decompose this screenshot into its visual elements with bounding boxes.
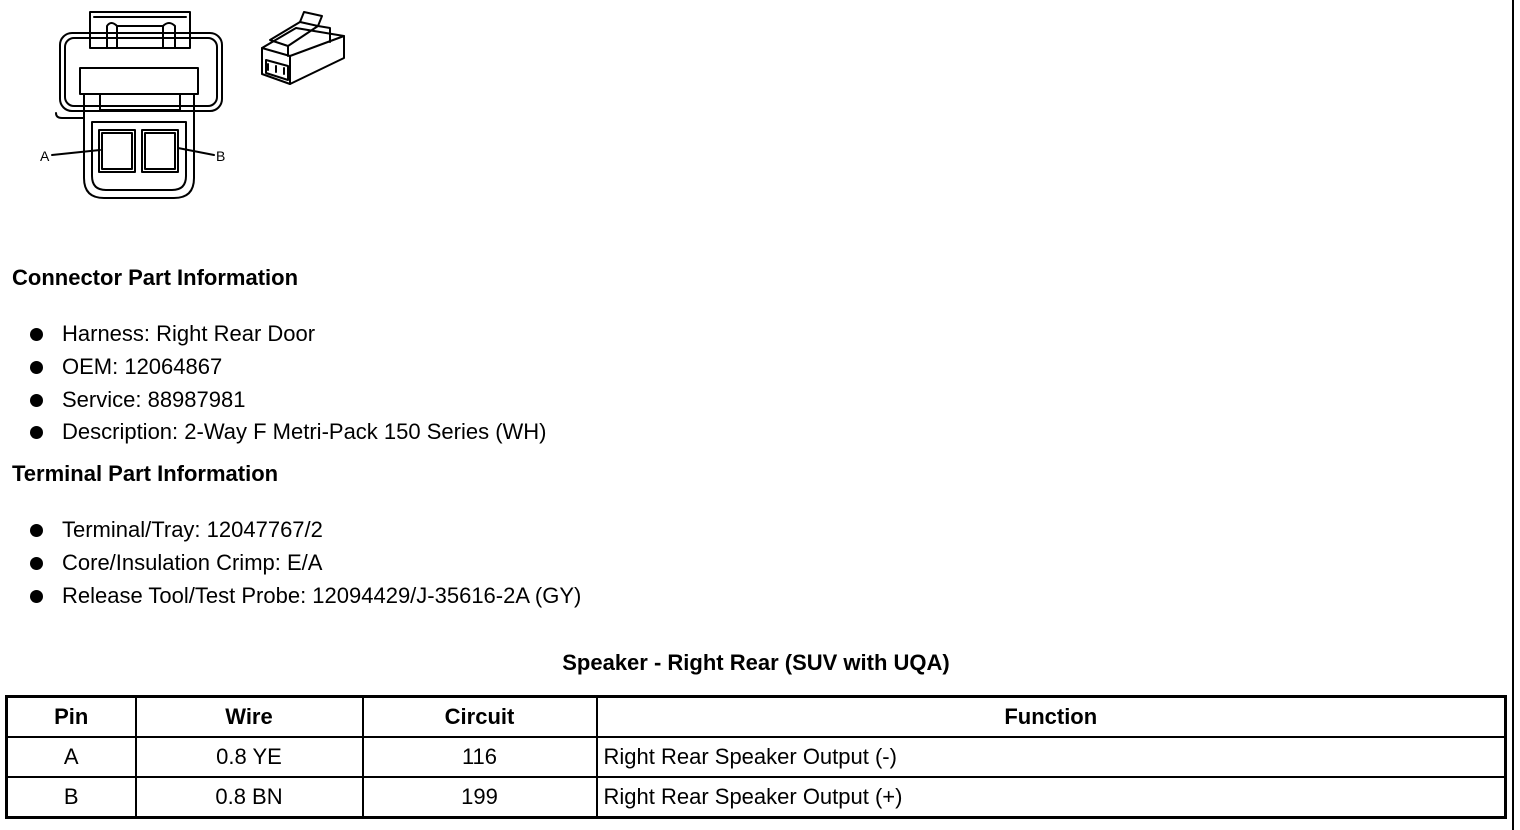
cell-circuit: 116 — [363, 737, 597, 777]
table-row — [7, 777, 1506, 818]
list-item — [28, 351, 547, 384]
connector-harness: Harness: Right Rear Door — [62, 321, 316, 346]
column-header-wire: Wire — [136, 697, 363, 738]
bullet-icon — [30, 328, 43, 341]
pin-table-title: Speaker - Right Rear (SUV with UQA) — [562, 650, 950, 675]
connector-face-view — [52, 12, 222, 198]
bullet-icon — [30, 394, 43, 407]
connector-info-heading: Connector Part Information — [12, 265, 299, 290]
connector-description: Description: 2-Way F Metri-Pack 150 Series (WH) — [62, 419, 547, 445]
bullet-icon — [30, 590, 43, 603]
table-header-row — [7, 697, 1506, 738]
terminal-tray: Terminal/Tray: 12047767/2 — [62, 517, 323, 542]
list-item — [28, 580, 581, 613]
cell-wire: 0.8 YE — [136, 737, 363, 777]
list-item — [28, 514, 581, 547]
connector-oem: OEM: 12064867 — [62, 353, 223, 379]
cell-function: Right Rear Speaker Output (-) — [597, 737, 1506, 777]
terminal-release-tool: Release Tool/Test Probe: 12094429/J-35616-2A (GY) — [62, 582, 582, 608]
terminal-info-heading: Terminal Part Information — [12, 461, 279, 486]
terminal-crimp: Core/Insulation Crimp: E/A — [62, 549, 323, 575]
list-item — [28, 416, 547, 449]
connector-service: Service: 88987981 — [62, 386, 246, 412]
bullet-icon — [30, 557, 43, 570]
cell-pin: B — [7, 777, 136, 818]
bullet-icon — [30, 361, 43, 374]
column-header-circuit: Circuit — [363, 697, 597, 738]
cell-function: Right Rear Speaker Output (+) — [597, 777, 1506, 818]
list-item — [28, 384, 547, 417]
column-header-pin: Pin — [7, 697, 136, 738]
table-row — [7, 737, 1506, 777]
pin-table — [5, 695, 1507, 819]
terminal-info-list — [28, 514, 581, 612]
cell-pin: A — [7, 737, 136, 777]
page-border-line — [1512, 0, 1514, 830]
pin-label-a: A — [40, 148, 50, 164]
connector-diagram — [0, 0, 360, 210]
list-item — [28, 318, 547, 351]
column-header-function: Function — [597, 697, 1506, 738]
connector-info-list — [28, 318, 547, 449]
pin-label-b: B — [216, 148, 226, 164]
cell-wire: 0.8 BN — [136, 777, 363, 818]
list-item — [28, 547, 581, 580]
connector-isometric-view — [262, 12, 344, 84]
bullet-icon — [30, 426, 43, 439]
bullet-icon — [30, 524, 43, 537]
cell-circuit: 199 — [363, 777, 597, 818]
